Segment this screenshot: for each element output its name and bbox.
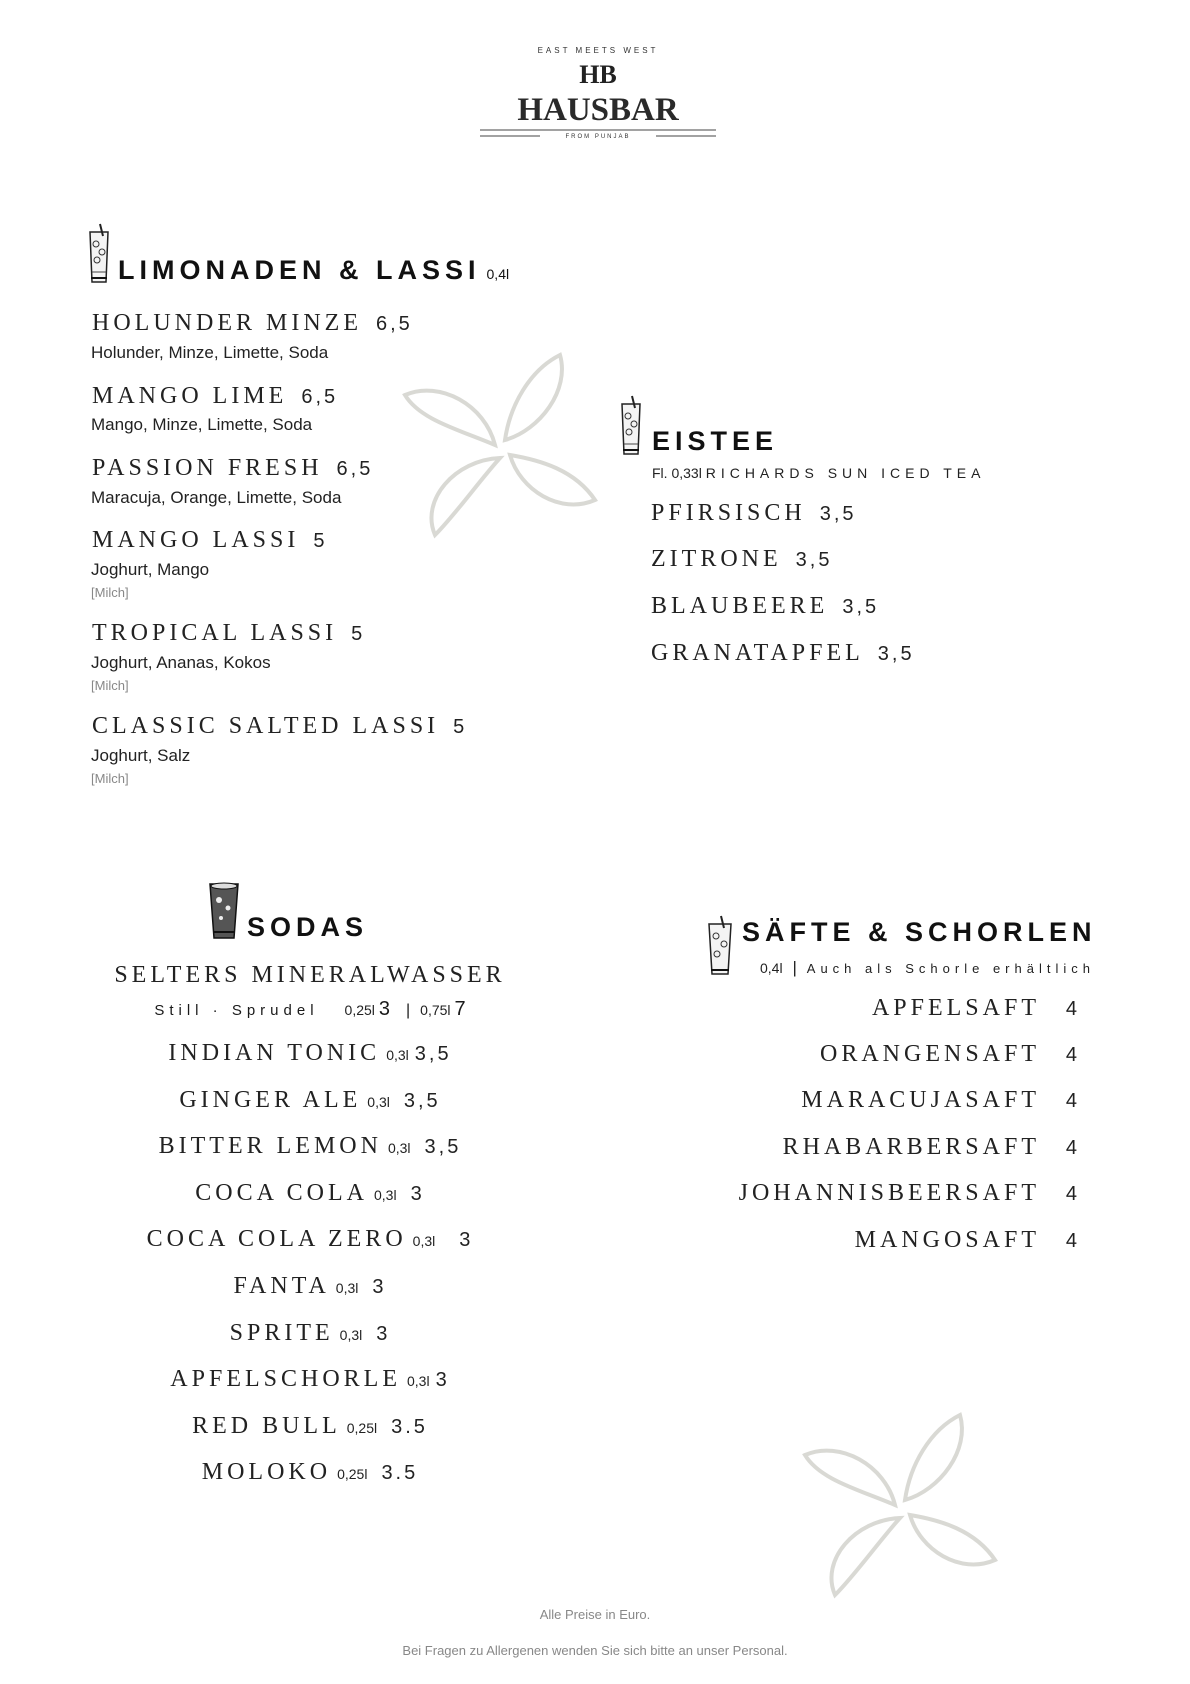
item-name: BITTER LEMON xyxy=(158,1133,382,1159)
item-volume: 0,3l xyxy=(387,1140,411,1156)
item-name: PASSION FRESH xyxy=(92,455,323,481)
eistee-subtitle xyxy=(652,465,985,481)
footer-prices-note: Alle Preise in Euro. xyxy=(539,1607,651,1622)
item-description: Mango, Minze, Limette, Soda xyxy=(91,415,313,434)
menu-item-moloko xyxy=(90,1459,530,1486)
item-price: 3 xyxy=(410,1183,425,1205)
menu-item-maracujasaft xyxy=(700,1087,1080,1114)
menu-item-mangosaft xyxy=(700,1227,1080,1254)
item-name: INDIAN TONIC xyxy=(168,1040,381,1066)
item-name: SPRITE xyxy=(229,1320,334,1346)
item-name: BLAUBEERE xyxy=(651,593,829,619)
menu-item-sprite xyxy=(90,1320,530,1347)
menu-item-classic-salted-lassi xyxy=(92,713,467,740)
item-allergen: [Milch] xyxy=(91,585,129,600)
item-name: MOLOKO xyxy=(201,1459,332,1485)
menu-item-tropical-lassi xyxy=(92,620,365,647)
item-volume: 0,3l xyxy=(335,1280,359,1296)
item-name: MANGO LIME xyxy=(92,383,288,409)
item-allergen: [Milch] xyxy=(91,678,129,693)
item-volume: 0,3l xyxy=(407,1373,430,1389)
menu-item-holunder-minze xyxy=(92,310,413,337)
menu-item-coca-cola-zero xyxy=(90,1226,530,1253)
saefte-separator: | xyxy=(792,958,797,977)
item-price: 3.5 xyxy=(381,1462,419,1484)
menu-item-selters xyxy=(90,962,530,989)
item-price: 3 xyxy=(376,1323,391,1345)
item-name: APFELSAFT xyxy=(871,995,1040,1021)
item-price: 6,5 xyxy=(336,458,374,480)
item-name: MARACUJASAFT xyxy=(801,1087,1040,1113)
menu-item-pfirsisch xyxy=(651,500,857,527)
saefte-title: SÄFTE & SCHORLEN xyxy=(742,917,1097,947)
item-volume: 0,3l xyxy=(412,1233,436,1249)
item-name: TROPICAL LASSI xyxy=(92,620,338,646)
item-price: 5 xyxy=(351,623,366,645)
saefte-volume: 0,4l xyxy=(760,960,783,976)
item-price: 6,5 xyxy=(301,386,339,408)
item-price: 4 xyxy=(1065,1044,1080,1066)
item-name: GINGER ALE xyxy=(179,1087,362,1113)
item-price: 6,5 xyxy=(375,313,413,335)
logo-subline: FROM PUNJAB xyxy=(565,134,631,140)
selters-variants: Still · Sprudel xyxy=(154,1002,319,1019)
item-price: 4 xyxy=(1065,1090,1080,1112)
item-price: 3,5 xyxy=(414,1043,452,1065)
juice-glass-icon xyxy=(703,914,737,978)
item-price: 3,5 xyxy=(842,596,880,618)
item-allergen: [Milch] xyxy=(91,771,129,786)
logo-name: HAUSBAR xyxy=(517,92,679,128)
item-name: APFELSCHORLE xyxy=(170,1366,401,1392)
cocktail-glass-icon xyxy=(84,222,114,286)
item-name: RED BULL xyxy=(192,1413,341,1439)
item-price: 4 xyxy=(1065,998,1080,1020)
menu-item-apfelsaft xyxy=(700,995,1080,1022)
item-price: 4 xyxy=(1065,1183,1080,1205)
item-name: COCA COLA xyxy=(195,1180,368,1206)
saefte-note: Auch als Schorle erhältlich xyxy=(806,961,1095,976)
item-price: 4 xyxy=(1065,1137,1080,1159)
item-description: Maracuja, Orange, Limette, Soda xyxy=(91,488,342,507)
selters-separator: | xyxy=(406,1002,411,1019)
item-price: 3 xyxy=(372,1276,387,1298)
item-name: CLASSIC SALTED LASSI xyxy=(92,713,440,739)
item-price: 5 xyxy=(453,716,468,738)
item-description: Joghurt, Mango xyxy=(91,560,210,579)
selters-small-volume: 0,25l xyxy=(344,1002,375,1018)
soda-glass-icon xyxy=(206,880,242,942)
item-name: MANGO LASSI xyxy=(92,527,300,553)
item-volume: 0,3l xyxy=(339,1327,363,1343)
selters-large-price: 7 xyxy=(454,998,466,1020)
menu-item-blaubeere xyxy=(651,593,879,620)
item-name: RHABARBERSAFT xyxy=(782,1134,1040,1160)
item-price: 3,5 xyxy=(877,643,915,665)
menu-item-johannisbeersaft xyxy=(700,1180,1080,1207)
menu-item-zitrone xyxy=(651,546,832,573)
item-volume: 0,25l xyxy=(337,1466,368,1482)
item-price: 3,5 xyxy=(403,1090,441,1112)
item-name: GRANATAPFEL xyxy=(651,640,864,666)
item-price: 3 xyxy=(435,1369,450,1391)
item-name: SELTERS MINERALWASSER xyxy=(114,962,506,988)
item-volume: 0,3l xyxy=(373,1187,397,1203)
menu-item-apfelschorle xyxy=(90,1366,530,1393)
leaf-ornament-bottom xyxy=(800,1410,1000,1610)
selters-small-price: 3 xyxy=(378,998,391,1020)
item-name: JOHANNISBEERSAFT xyxy=(738,1180,1040,1206)
logo-monogram: HB xyxy=(579,60,617,89)
item-volume: 0,25l xyxy=(346,1420,378,1436)
leaf-ornament-top xyxy=(400,350,600,550)
menu-item-ginger-ale xyxy=(90,1087,530,1114)
item-name: PFIRSISCH xyxy=(651,500,806,526)
menu-item-bitter-lemon xyxy=(90,1133,530,1160)
logo-tagline: EAST MEETS WEST xyxy=(537,46,659,55)
menu-item-passion-fresh xyxy=(92,455,373,482)
menu-item-granatapfel xyxy=(651,640,915,667)
menu-item-indian-tonic xyxy=(90,1040,530,1067)
limonaden-title-text: LIMONADEN & LASSI xyxy=(118,255,481,285)
item-description: Joghurt, Ananas, Kokos xyxy=(91,653,271,672)
menu-item-coca-cola xyxy=(90,1180,530,1207)
footer-allergen-note: Bei Fragen zu Allergenen wenden Sie sich bitte an unser Personal. xyxy=(402,1643,788,1658)
eistee-brand: RICHARDS SUN ICED TEA xyxy=(705,465,986,481)
selters-options xyxy=(90,998,530,1021)
item-volume: 0,3l xyxy=(367,1094,390,1110)
logo xyxy=(478,40,718,150)
item-description: Joghurt, Salz xyxy=(91,746,191,765)
eistee-volume: Fl. 0,33l xyxy=(652,465,702,481)
limonaden-title xyxy=(118,255,509,286)
menu-item-red-bull xyxy=(90,1413,530,1440)
menu-item-rhabarbersaft xyxy=(700,1134,1080,1161)
sodas-title: SODAS xyxy=(247,912,369,942)
item-price: 5 xyxy=(313,530,328,552)
item-price: 3,5 xyxy=(795,549,833,571)
item-price: 3 xyxy=(459,1229,474,1251)
item-price: 3.5 xyxy=(391,1416,428,1438)
item-name: ZITRONE xyxy=(651,546,782,572)
item-price: 3,5 xyxy=(819,503,857,525)
saefte-subtitle xyxy=(760,958,1095,978)
item-name: FANTA xyxy=(233,1273,330,1299)
menu-item-fanta xyxy=(90,1273,530,1300)
item-price: 3,5 xyxy=(424,1136,462,1158)
menu-item-mango-lassi xyxy=(92,527,327,554)
item-name: HOLUNDER MINZE xyxy=(92,310,362,336)
item-name: ORANGENSAFT xyxy=(819,1041,1040,1067)
item-price: 4 xyxy=(1065,1230,1080,1252)
iced-tea-glass-icon xyxy=(616,394,646,458)
selters-large-volume: 0,75l xyxy=(420,1002,451,1018)
eistee-title: EISTEE xyxy=(652,426,779,456)
limonaden-volume: 0,4l xyxy=(486,266,510,282)
item-description: Holunder, Minze, Limette, Soda xyxy=(91,343,329,362)
menu-item-orangensaft xyxy=(700,1041,1080,1068)
item-volume: 0,3l xyxy=(386,1047,409,1063)
item-name: COCA COLA ZERO xyxy=(146,1226,407,1252)
item-name: MANGOSAFT xyxy=(854,1227,1040,1253)
menu-item-mango-lime xyxy=(92,383,338,410)
